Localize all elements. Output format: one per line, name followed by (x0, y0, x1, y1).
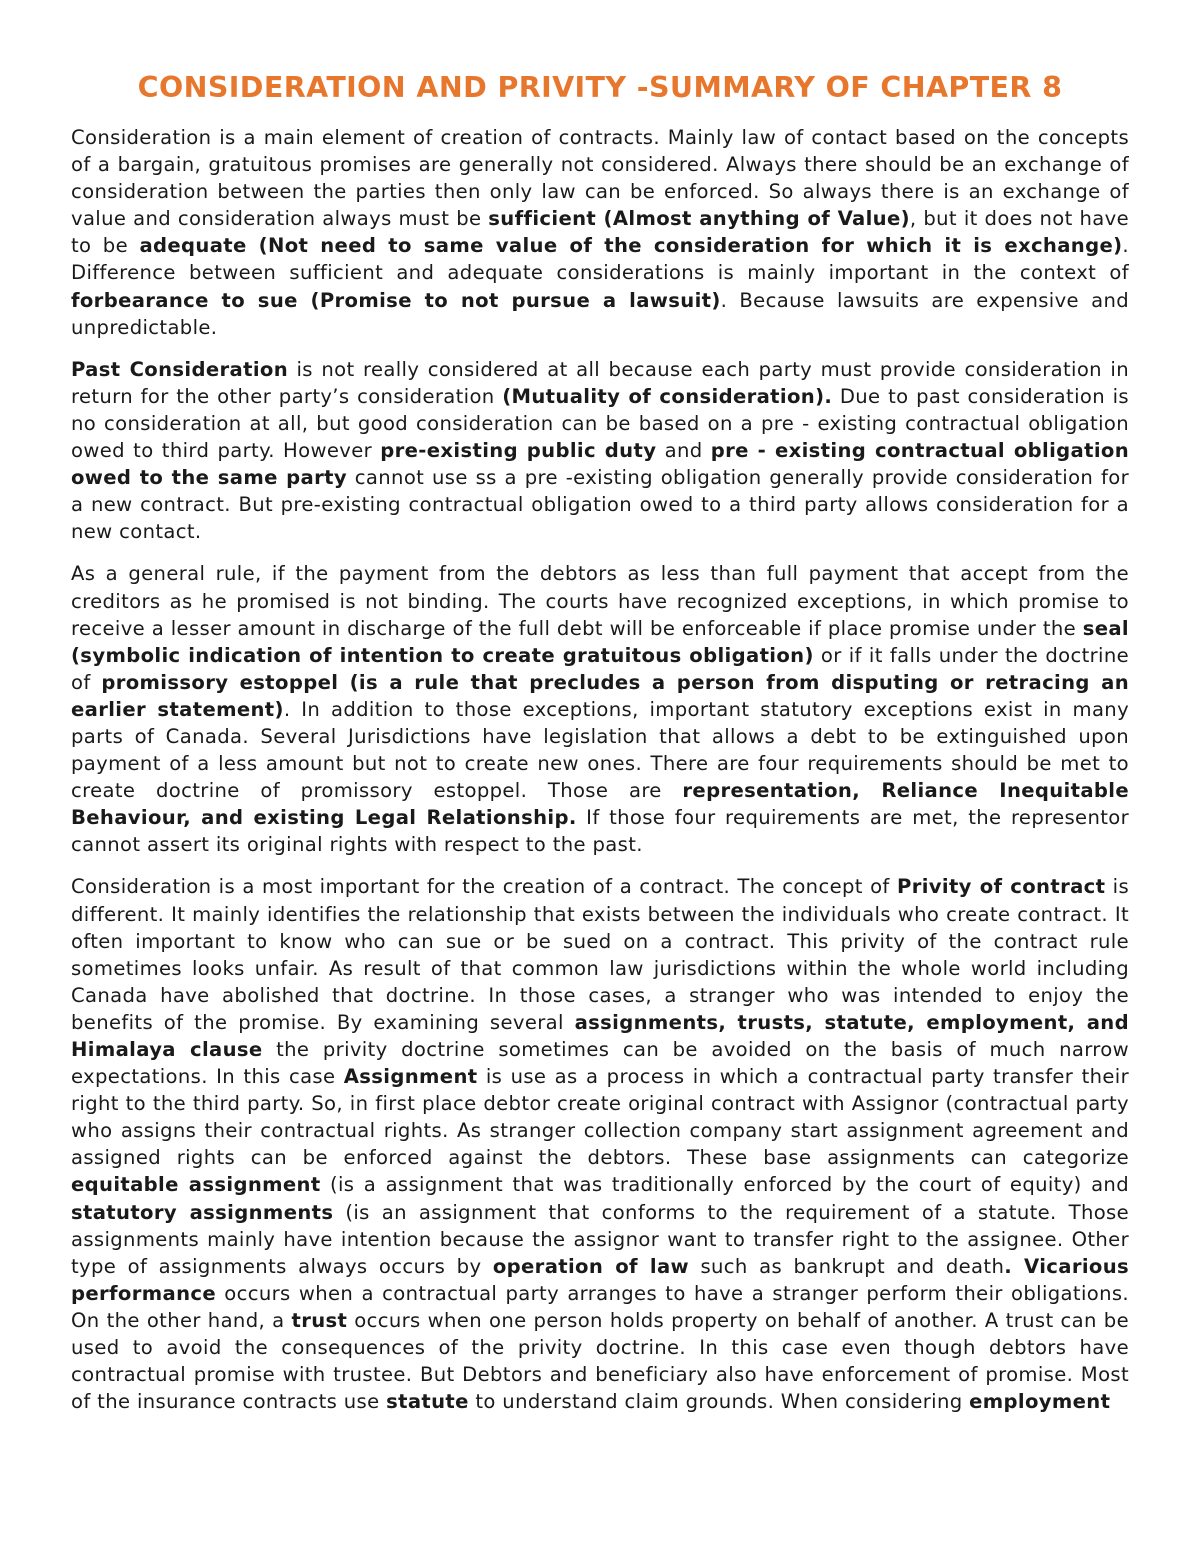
paragraph (71, 873, 1129, 1415)
text-run: is use as a process in which a contractual party transfer their right to the third party. So, in first place debtor create original contract with Assignor (contractual party who assigns their contractual rights. As stranger collection company start assignment agreement and assigned rights can be enforced against the debtors. These base assignments can categorize (71, 1065, 1129, 1170)
bold-term: adequate (Not need to same value of the consideration for which it is exchange) (139, 234, 1123, 258)
text-run: . Because lawsuits are expensive and unpredictable. (71, 288, 1129, 339)
text-run: . Difference between sufficient and adequate considerations is mainly important in the context of (71, 234, 1129, 285)
bold-term: Past Consideration (71, 357, 288, 381)
bold-term: trust (291, 1308, 348, 1332)
bold-term: operation of law (492, 1254, 690, 1278)
bold-term: assignments, trusts, statute, employment, and Himalaya clause (71, 1010, 1129, 1061)
bold-term: equitable assignment (71, 1173, 321, 1197)
bold-term: Assignment (343, 1065, 478, 1089)
text-run: such as bankrupt and death (689, 1254, 1005, 1278)
bold-term: pre-existing public duty (380, 439, 657, 463)
bold-term: statutory assignments (71, 1200, 334, 1224)
bold-term: statute (386, 1390, 469, 1414)
text-run: Consideration is a most important for the creation of a contract. The concept of (71, 875, 897, 899)
text-run: Consideration is a main element of creation of contracts. Mainly law of contact based on the concepts of a bargain, gratuitous promises are generally not considered. Always there should be an exchange of consideration between the parties then only law can be enforced. So always there is an exchange of value and consideration always must be (71, 126, 1129, 231)
bold-term: (Mutuality of consideration). (502, 384, 833, 408)
paragraph (71, 560, 1129, 858)
bold-term: employment (969, 1390, 1111, 1414)
text-run: (is an assignment that conforms to the requirement of a statute. Those assignments mainly have intention because the assignor want to transfer right to the assignee. Other type of assignments always occurs by (71, 1200, 1130, 1278)
bold-term: representation, Reliance Inequitable Behaviour, and existing Legal Relationship. (71, 779, 1129, 830)
text-run: cannot use ss a pre -existing obligation generally provide consideration for a new contract. But pre-existing contractual obligation owed to a third party allows consideration for a new contact. (71, 466, 1129, 544)
document-page (71, 66, 1129, 1430)
text-run: is different. It mainly identifies the relationship that exists between the individuals who create contract. It often important to know who can sue or be sued on a contract. This privity of the contract rule sometimes looks unfair. As result of that common law jurisdictions within the whole world including Canada have abolished that doctrine. In those cases, a stranger who was intended to enjoy the benefits of the promise. By examining several (71, 875, 1129, 1034)
bold-term: . Vicarious performance (71, 1254, 1130, 1305)
bold-term: pre - existing contractual obligation owed to the same party (71, 439, 1129, 490)
text-run: Due to past consideration is no consideration at all, but good consideration can be based on a pre - existing contractual obligation owed to third party. However (71, 384, 1129, 463)
bold-term: Privity of contract (896, 875, 1106, 899)
text-run: the privity doctrine sometimes can be avoided on the basis of much narrow expectations. In this case (71, 1038, 1129, 1089)
paragraph (71, 124, 1129, 341)
bold-term: seal (symbolic indication of intention to create gratuitous obligation) (71, 616, 1129, 667)
paragraph (71, 356, 1129, 546)
text-run: and (656, 439, 711, 463)
text-run: occurs when one person holds property on behalf of another. A trust can be used to avoid the consequences of the privity doctrine. In this case even though debtors have contractual promise with trustee. But Debtors and beneficiary also have enforcement of promise. Most of the insurance contracts use (71, 1308, 1129, 1414)
text-run: is not really considered at all because each party must provide consideration in return for the other party’s consideration (71, 357, 1129, 408)
text-run: to understand claim grounds. When considering (468, 1390, 970, 1414)
text-run: occurs when a contractual party arranges to have a stranger perform their obligations. On the other hand, a (71, 1281, 1129, 1332)
bold-term: forbearance to sue (Promise to not pursue a lawsuit) (71, 288, 721, 312)
bold-term: promissory estoppel (is a rule that precludes a person from disputing or retracing an earlier statement) (71, 670, 1129, 721)
text-run: (is a assignment that was traditionally enforced by the court of equity) and (320, 1173, 1129, 1197)
text-run: , but it does not have to be (71, 207, 1129, 258)
text-run: If those four requirements are met, the representor cannot assert its original rights with respect to the past. (71, 806, 1130, 857)
document-title: CONSIDERATION AND PRIVITY -SUMMARY OF CHAPTER 8 (137, 71, 1063, 104)
text-run: or if it falls under the doctrine of (71, 643, 1129, 694)
document-body (71, 124, 1129, 1415)
bold-term: sufficient (Almost anything of Value) (488, 207, 910, 231)
text-run: . In addition to those exceptions, important statutory exceptions exist in many parts of Canada. Several Jurisdictions have legislation that allows a debt to be extinguished upon payment of a less amount but not to create new ones. There are four requirements should be met to create doctrine of promissory estoppel. Those are (71, 697, 1130, 803)
text-run: As a general rule, if the payment from the debtors as less than full payment that accept from the creditors as he promised is not binding. The courts have recognized exceptions, in which promise to receive a lesser amount in discharge of the full debt will be enforceable if place promise under the (71, 562, 1129, 640)
